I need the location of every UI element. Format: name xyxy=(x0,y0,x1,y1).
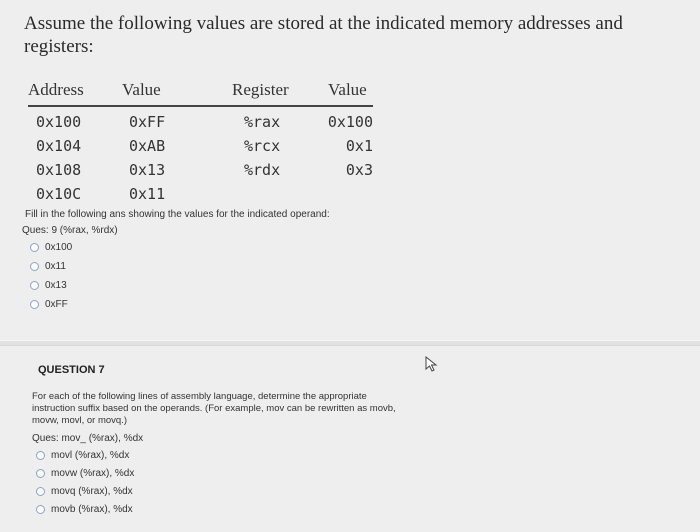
memory-value: 0x13 xyxy=(129,161,166,179)
option-label: 0xFF xyxy=(45,299,68,310)
header-value: Value xyxy=(122,80,161,99)
memory-value: 0x11 xyxy=(129,185,166,203)
register-value: 0x1 xyxy=(345,137,373,155)
option-label: movb (%rax), %dx xyxy=(51,504,133,515)
radio-icon[interactable] xyxy=(30,243,39,252)
table-header-rule xyxy=(28,105,373,107)
q7-option-movb[interactable] xyxy=(36,504,133,515)
radio-icon[interactable] xyxy=(30,262,39,271)
memory-address: 0x108 xyxy=(36,161,82,179)
register-value: 0x100 xyxy=(327,113,373,131)
memory-value: 0xAB xyxy=(129,137,166,155)
option-label: 0x13 xyxy=(45,280,67,291)
radio-icon[interactable] xyxy=(36,505,45,514)
radio-icon[interactable] xyxy=(30,281,39,290)
header-register: Register xyxy=(232,80,289,99)
header-address: Address xyxy=(28,80,84,99)
q6-option-0xFF[interactable] xyxy=(30,299,68,310)
q6-question: Ques: 9 (%rax, %rdx) xyxy=(22,225,118,236)
question-divider xyxy=(0,340,700,346)
radio-icon[interactable] xyxy=(36,487,45,496)
option-label: 0x100 xyxy=(45,242,73,253)
mouse-cursor-icon xyxy=(425,356,439,372)
register-name: %rdx xyxy=(244,161,281,179)
option-label: 0x11 xyxy=(45,261,66,272)
q6-option-0x100[interactable] xyxy=(30,242,72,253)
option-label: movq (%rax), %dx xyxy=(51,486,133,497)
q6-option-0x13[interactable] xyxy=(30,280,67,291)
option-label: movw (%rax), %dx xyxy=(51,468,135,479)
memory-address: 0x100 xyxy=(36,113,82,131)
memory-address: 0x10C xyxy=(36,185,82,203)
q7-question: Ques: mov_ (%rax), %dx xyxy=(32,433,144,444)
q7-option-movl[interactable] xyxy=(36,450,129,461)
header-reg-value: Value xyxy=(328,80,367,99)
q7-title: QUESTION 7 xyxy=(38,364,105,376)
memory-address: 0x104 xyxy=(36,137,82,155)
radio-icon[interactable] xyxy=(36,469,45,478)
register-value: 0x3 xyxy=(345,161,373,179)
q7-option-movw[interactable] xyxy=(36,468,134,479)
radio-icon[interactable] xyxy=(36,451,45,460)
radio-icon[interactable] xyxy=(30,300,39,309)
q6-option-0x11[interactable] xyxy=(30,261,66,272)
register-name: %rcx xyxy=(244,137,281,155)
option-label: movl (%rax), %dx xyxy=(51,450,130,461)
register-name: %rax xyxy=(244,113,281,131)
q7-option-movq[interactable] xyxy=(36,486,133,497)
q7-body: For each of the following lines of assembly language, determine the appropriate instruction suffix based on the operands. (For example, mov can be rewritten as movb, movw, movl, or movq.) xyxy=(32,391,396,426)
memory-value: 0xFF xyxy=(129,113,166,131)
q6-instruction: Fill in the following ans showing the values for the indicated operand: xyxy=(25,209,330,220)
intro-text: Assume the following values are stored at the indicated memory addresses and registers: xyxy=(24,13,623,57)
